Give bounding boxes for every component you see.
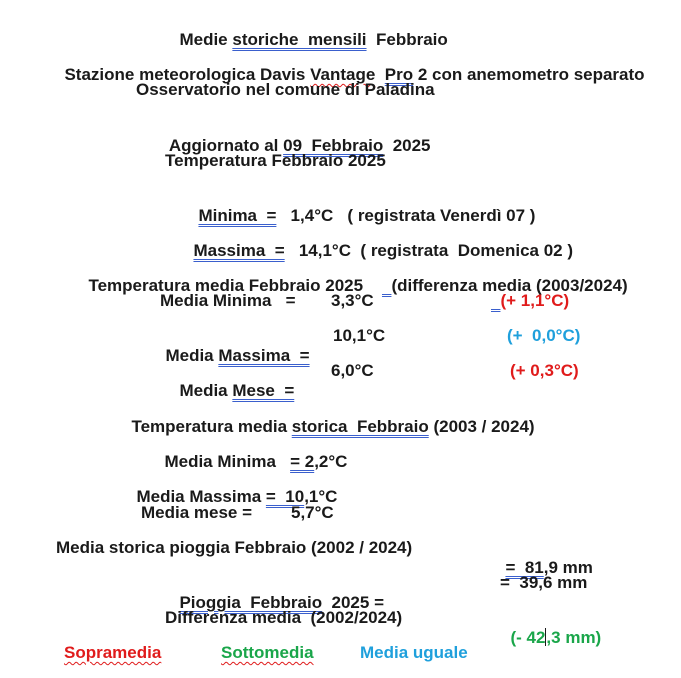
cur-max-diff: (+ 0,0°C) xyxy=(507,326,581,345)
rain-diff-value xyxy=(501,608,601,648)
legend-below xyxy=(221,643,314,663)
massima-line xyxy=(184,221,573,261)
media-feb-diff-heading: (differenza media (2003/2024) xyxy=(391,276,628,295)
historical-heading-a: Temperatura media xyxy=(131,417,292,436)
hist-min-line xyxy=(155,432,347,472)
hist-mese-label: Media mese = xyxy=(141,503,253,522)
minima-value: 1,4°C ( registrata Venerdì 07 ) xyxy=(276,206,536,225)
title-prefix: Medie xyxy=(179,30,233,49)
rain-cur-value: = 39,6 mm xyxy=(500,573,588,592)
rain-diff-a: (- 42 xyxy=(510,628,546,647)
historical-heading-c: (2003 / 2024) xyxy=(428,417,535,436)
hist-max-eq: = 10 xyxy=(265,487,305,506)
rain-cur-label-b: 2025 = xyxy=(322,593,384,612)
cur-min-value: 3,3°C xyxy=(331,291,374,310)
station-line xyxy=(55,45,645,85)
cur-mese-diff: (+ 0,3°C) xyxy=(510,361,579,380)
station-pro: Pro xyxy=(384,65,414,84)
hist-max-line xyxy=(127,467,337,507)
hist-max-rest: ,1°C xyxy=(304,487,338,506)
legend-above-text: Sopramedia xyxy=(64,643,162,662)
hist-min-label: Media Minima xyxy=(164,452,291,471)
station-suffix: 2 con anemometro separato xyxy=(413,65,645,84)
historical-heading-b: storica Febbraio xyxy=(291,417,429,436)
station-vantage: Vantage xyxy=(310,65,376,84)
minima-line xyxy=(189,186,535,226)
rain-diff-label: Differenza media (2002/2024) xyxy=(165,608,403,627)
massima-label: Massima = xyxy=(193,241,285,260)
minima-label: Minima = xyxy=(198,206,277,225)
cur-min-label: Media Minima = xyxy=(160,291,296,310)
rain-hist-label: Media storica pioggia Febbraio (2002 / 2024) xyxy=(56,538,413,557)
updated-prefix: Aggiornato al xyxy=(168,136,284,155)
temp-feb-heading: Temperatura Febbraio 2025 xyxy=(165,151,386,170)
rain-hist-rest: ,9 mm xyxy=(543,558,593,577)
cur-max-label xyxy=(156,326,310,366)
legend-below-text: Sottomedia xyxy=(221,643,314,662)
updated-line xyxy=(160,116,431,156)
media-feb-heading: Temperatura media Febbraio 2025 xyxy=(88,276,364,295)
rain-diff-b: ,3 mm) xyxy=(546,628,602,647)
updated-year: 2025 xyxy=(383,136,431,155)
hist-min-rest: ,2°C xyxy=(314,452,348,471)
cur-max-label-a: Media xyxy=(165,346,219,365)
cur-mese-label xyxy=(170,361,294,401)
title-month: Febbraio xyxy=(366,30,448,49)
media-feb-heading-line xyxy=(79,256,628,296)
title-underlined: storiche mensili xyxy=(232,30,367,49)
rain-hist-eq: = 81 xyxy=(505,558,544,577)
hist-min-eq: = 2 xyxy=(290,452,315,471)
rain-cur-label-a: Pioggia Febbraio xyxy=(179,593,323,612)
station-prefix: Stazione meteorologica Davis xyxy=(64,65,311,84)
observatory-line: Osservatorio nel comune di Paladina xyxy=(136,80,435,99)
title-line xyxy=(170,10,448,50)
rain-hist-value xyxy=(496,538,593,578)
hist-mese-value: 5,7°C xyxy=(291,503,334,522)
cur-mese-label-a: Media xyxy=(179,381,233,400)
rain-cur-label xyxy=(170,573,384,613)
legend-above xyxy=(64,643,161,663)
massima-value: 14,1°C ( registrata Domenica 02 ) xyxy=(284,241,574,260)
historical-heading xyxy=(122,397,535,437)
cur-max-value: 10,1°C xyxy=(333,326,386,345)
legend-equal: Media uguale xyxy=(360,643,468,662)
cur-mese-value: 6,0°C xyxy=(331,361,374,380)
cur-min-diff-line xyxy=(491,291,569,311)
cur-max-label-b: Massima = xyxy=(218,346,310,365)
hist-max-label: Media Massima xyxy=(136,487,266,506)
cur-min-diff: (+ 1,1°C) xyxy=(500,291,570,310)
updated-date: 09 Febbraio xyxy=(283,136,384,155)
cur-mese-label-b: Mese = xyxy=(232,381,295,400)
